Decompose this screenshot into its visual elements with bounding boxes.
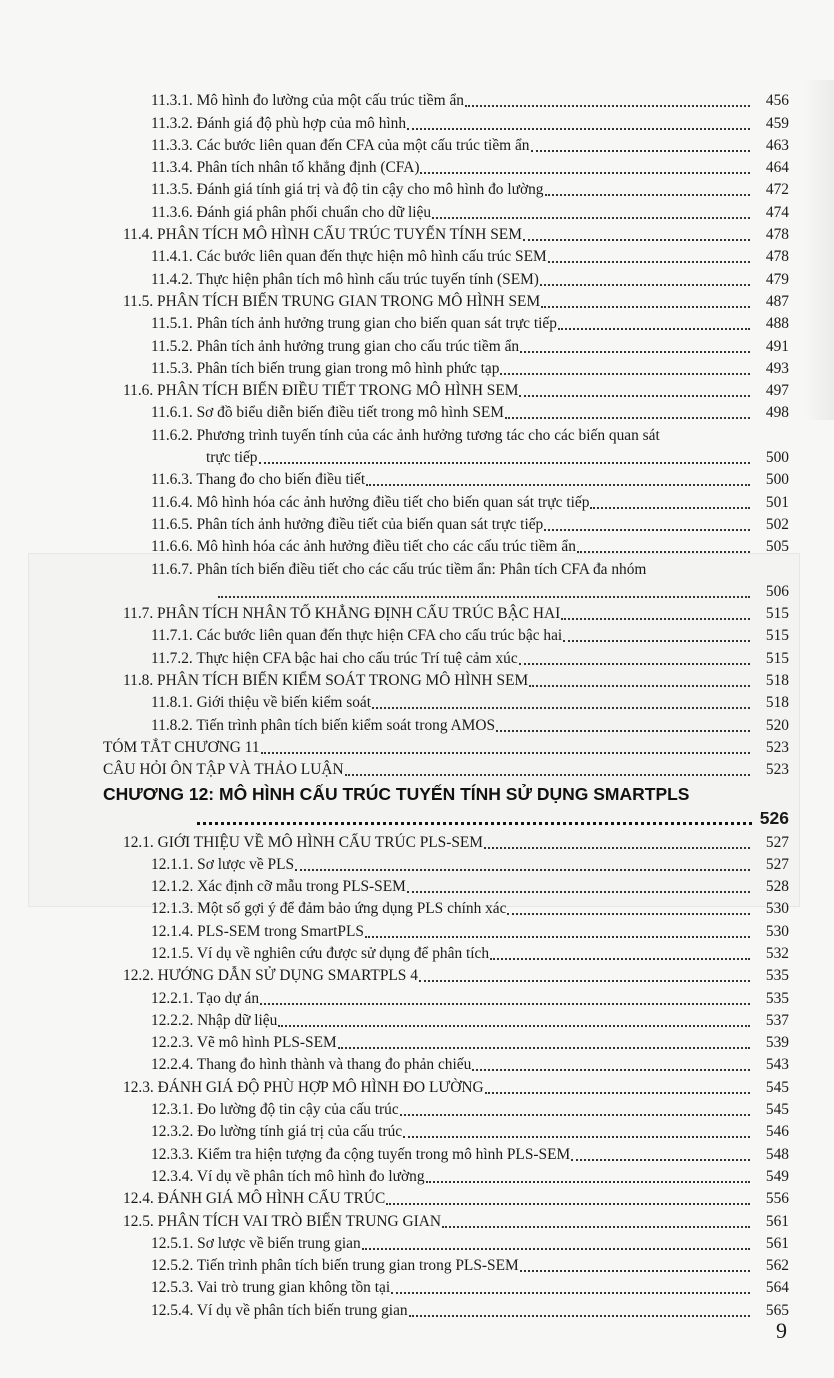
toc-entry-page: 474 bbox=[765, 203, 789, 221]
toc-entry-page: 500 bbox=[765, 449, 789, 467]
dot-leader bbox=[400, 1113, 750, 1116]
toc-entry-page: 506 bbox=[765, 582, 789, 600]
dot-leader bbox=[531, 149, 751, 152]
toc-entry-page: 459 bbox=[765, 114, 789, 132]
toc-entry-page: 528 bbox=[765, 878, 789, 896]
table-of-contents bbox=[0, 88, 834, 1320]
toc-entry bbox=[0, 400, 789, 422]
toc-group-b bbox=[0, 467, 834, 556]
toc-entry-page: 515 bbox=[765, 649, 789, 667]
dot-leader bbox=[465, 104, 750, 107]
toc-entry-page: 562 bbox=[765, 1257, 789, 1275]
toc-entry-page: 546 bbox=[765, 1123, 789, 1141]
toc-entry-page: 545 bbox=[765, 1078, 789, 1096]
toc-entry-text: 11.5. PHÂN TÍCH BIẾN TRUNG GIAN TRONG MÔ HÌNH SEM bbox=[123, 292, 541, 310]
toc-entry-page: 502 bbox=[765, 515, 789, 533]
toc-entry-text: 11.4. PHÂN TÍCH MÔ HÌNH CẤU TRÚC TUYẾN TÍNH SEM bbox=[123, 226, 522, 244]
toc-entry-text: 11.6.2. Phương trình tuyến tính của các ảnh hưởng tương tác cho các biến quan sát bbox=[151, 426, 660, 444]
toc-entry-page: 523 bbox=[765, 738, 789, 756]
toc-entry-text: TÓM TẮT CHƯƠNG 11 bbox=[103, 738, 260, 756]
toc-entry bbox=[0, 1275, 789, 1297]
toc-entry bbox=[0, 985, 789, 1007]
toc-entry-page: 545 bbox=[765, 1101, 789, 1119]
toc-entry bbox=[0, 333, 789, 355]
toc-entry-text: 12.1.2. Xác định cỡ mẫu trong PLS-SEM bbox=[151, 878, 406, 896]
toc-entry-text: 11.3.2. Đánh giá độ phù hợp của mô hình bbox=[151, 114, 407, 132]
dot-leader bbox=[505, 416, 750, 419]
toc-entry bbox=[0, 177, 789, 199]
toc-entry-text: 12.2. HƯỚNG DẪN SỬ DỤNG SMARTPLS 4 bbox=[123, 967, 418, 985]
dot-leader bbox=[442, 1225, 750, 1228]
dot-leader bbox=[541, 305, 750, 308]
toc-entry-page: 561 bbox=[765, 1212, 789, 1230]
toc-entry bbox=[0, 133, 789, 155]
toc-entry bbox=[0, 1008, 789, 1030]
toc-entry bbox=[0, 918, 789, 940]
toc-entry bbox=[0, 1119, 789, 1141]
dot-leader bbox=[278, 1024, 750, 1027]
dot-leader bbox=[500, 372, 750, 375]
toc-entry bbox=[0, 690, 789, 712]
toc-entry bbox=[0, 1231, 789, 1253]
toc-entry-text: 12.2.2. Nhập dữ liệu bbox=[151, 1011, 278, 1029]
dot-leader bbox=[338, 1046, 750, 1049]
page-number: 9 bbox=[776, 1318, 787, 1343]
dot-leader bbox=[523, 238, 750, 241]
dot-leader bbox=[577, 550, 750, 553]
dot-leader bbox=[540, 283, 750, 286]
toc-entry-page: 523 bbox=[765, 761, 789, 779]
toc-entry-text: 12.5. PHÂN TÍCH VAI TRÒ BIẾN TRUNG GIAN bbox=[123, 1212, 441, 1230]
toc-entry bbox=[0, 645, 789, 667]
toc-entry-continuation bbox=[0, 579, 789, 601]
toc-entry-text: 11.6.1. Sơ đồ biểu diễn biến điều tiết trong mô hình SEM bbox=[151, 404, 504, 422]
toc-entry-text: 12.1.5. Ví dụ về nghiên cứu được sử dụng để phân tích bbox=[151, 944, 490, 962]
toc-entry-page: 561 bbox=[765, 1234, 789, 1252]
toc-entry bbox=[0, 1164, 789, 1186]
dot-leader bbox=[558, 327, 750, 330]
toc-entry bbox=[0, 244, 789, 266]
dot-leader bbox=[409, 1314, 750, 1317]
toc-entry-page: 497 bbox=[765, 382, 789, 400]
toc-entry-page: 515 bbox=[765, 605, 789, 623]
toc-entry-text: 11.5.3. Phân tích biến trung gian trong mô hình phức tạp bbox=[151, 359, 500, 377]
toc-entry-page: 500 bbox=[765, 471, 789, 489]
dot-leader bbox=[520, 1269, 750, 1272]
toc-entry bbox=[0, 266, 789, 288]
dot-leader bbox=[426, 1180, 750, 1183]
toc-entry-text: 11.8. PHÂN TÍCH BIẾN KIỂM SOÁT TRONG MÔ HÌNH SEM bbox=[123, 672, 529, 690]
toc-entry-page: 518 bbox=[765, 694, 789, 712]
toc-entry-text: 12.3.2. Đo lường tính giá trị của cấu trúc bbox=[151, 1123, 403, 1141]
dot-leader bbox=[548, 260, 750, 263]
toc-entry bbox=[0, 1297, 789, 1319]
toc-entry-text: 12.2.1. Tạo dự án bbox=[151, 989, 260, 1007]
dot-leader bbox=[519, 662, 750, 665]
toc-entry bbox=[0, 896, 789, 918]
toc-entry bbox=[0, 757, 789, 779]
toc-entry bbox=[0, 874, 789, 896]
toc-entry-page: 565 bbox=[765, 1301, 789, 1319]
toc-entry-text: 12.1.4. PLS-SEM trong SmartPLS bbox=[151, 922, 364, 940]
toc-entry-page: 532 bbox=[765, 944, 789, 962]
toc-entry-page: 535 bbox=[765, 967, 789, 985]
toc-entry-text: 12.3.3. Kiểm tra hiện tượng đa cộng tuyến trong mô hình PLS-SEM bbox=[151, 1145, 571, 1163]
toc-entry bbox=[0, 155, 789, 177]
dot-leader bbox=[420, 171, 750, 174]
toc-entry-text: 12.1.3. Một số gợi ý để đảm bảo ứng dụng PLS chính xác bbox=[151, 900, 507, 918]
dot-leader bbox=[345, 773, 750, 776]
dot-leader bbox=[362, 1247, 750, 1250]
toc-entry-text: 11.5.2. Phân tích ảnh hưởng trung gian cho cấu trúc tiềm ẩn bbox=[151, 337, 520, 355]
toc-entry-page: 535 bbox=[765, 989, 789, 1007]
dot-leader bbox=[403, 1135, 750, 1138]
toc-entry-text: 11.6. PHÂN TÍCH BIẾN ĐIỀU TIẾT TRONG MÔ HÌNH SEM bbox=[123, 382, 519, 400]
toc-entry bbox=[0, 88, 789, 110]
dot-leader bbox=[259, 461, 750, 464]
toc-entry-page: 487 bbox=[765, 292, 789, 310]
toc-entry bbox=[0, 1141, 789, 1163]
toc-entry bbox=[0, 623, 789, 645]
toc-entry-wrapped bbox=[0, 556, 789, 578]
dot-leader bbox=[197, 821, 752, 825]
toc-group-a bbox=[0, 88, 834, 422]
toc-entry bbox=[0, 601, 789, 623]
toc-entry-page: 464 bbox=[765, 159, 789, 177]
toc-entry-text: 11.8.1. Giới thiệu về biến kiểm soát bbox=[151, 694, 372, 712]
dot-leader bbox=[507, 912, 750, 915]
dot-leader bbox=[407, 890, 750, 893]
toc-entry bbox=[0, 489, 789, 511]
toc-entry-text: 12.1. GIỚI THIỆU VỀ MÔ HÌNH CẤU TRÚC PLS-SEM bbox=[123, 833, 483, 851]
toc-entry-text: 12.3.4. Ví dụ về phân tích mô hình đo lường bbox=[151, 1167, 425, 1185]
toc-entry-text: 11.3.1. Mô hình đo lường của một cấu trúc tiềm ẩn bbox=[151, 92, 464, 110]
toc-entry-text: 11.3.5. Đánh giá tính giá trị và độ tin cậy cho mô hình đo lường bbox=[151, 181, 544, 199]
toc-entry-page: 537 bbox=[765, 1011, 789, 1029]
toc-group-d bbox=[0, 829, 834, 1320]
toc-entry-text: 11.4.2. Thực hiện phân tích mô hình cấu trúc tuyến tính (SEM) bbox=[151, 270, 539, 288]
toc-entry bbox=[0, 668, 789, 690]
chapter-heading-continuation bbox=[0, 805, 789, 829]
dot-leader bbox=[261, 751, 750, 754]
toc-entry bbox=[0, 852, 789, 874]
toc-entry-text-line2: trực tiếp bbox=[206, 449, 258, 467]
toc-entry-text: 11.6.3. Thang đo cho biến điều tiết bbox=[151, 471, 366, 489]
toc-entry-page: 479 bbox=[765, 270, 789, 288]
toc-entry-text: 12.5.4. Ví dụ về phân tích biến trung gian bbox=[151, 1301, 408, 1319]
toc-entry-text: 12.1.1. Sơ lược về PLS bbox=[151, 855, 295, 873]
toc-entry-text: 11.3.3. Các bước liên quan đến CFA của một cấu trúc tiềm ẩn bbox=[151, 136, 530, 154]
toc-entry bbox=[0, 963, 789, 985]
dot-leader bbox=[563, 639, 750, 642]
chapter-heading bbox=[0, 779, 834, 805]
dot-leader bbox=[419, 979, 750, 982]
toc-entry-text: 12.2.4. Thang đo hình thành và thang đo phản chiếu bbox=[151, 1056, 472, 1074]
dot-leader bbox=[366, 483, 750, 486]
toc-entry-page: 518 bbox=[765, 672, 789, 690]
toc-entry-page: 527 bbox=[765, 833, 789, 851]
dot-leader bbox=[485, 1091, 750, 1094]
toc-entry bbox=[0, 735, 789, 757]
toc-entry-page: 556 bbox=[765, 1190, 789, 1208]
toc-entry-page: 539 bbox=[765, 1034, 789, 1052]
dot-leader bbox=[218, 595, 750, 598]
chapter-title: CHƯƠNG 12: MÔ HÌNH CẤU TRÚC TUYẾN TÍNH SỬ DỤNG SMARTPLS bbox=[103, 784, 690, 805]
toc-entry-text: 11.4.1. Các bước liên quan đến thực hiện mô hình cấu trúc SEM bbox=[151, 248, 547, 266]
dot-leader bbox=[490, 957, 750, 960]
toc-entry-page: 488 bbox=[765, 315, 789, 333]
dot-leader bbox=[260, 1002, 750, 1005]
toc-entry-page: 498 bbox=[765, 404, 789, 422]
toc-entry-page: 491 bbox=[765, 337, 789, 355]
toc-entry-text: 11.7.1. Các bước liên quan đến thực hiện CFA cho cấu trúc bậc hai bbox=[151, 627, 563, 645]
toc-entry-page: 530 bbox=[765, 922, 789, 940]
toc-entry bbox=[0, 1097, 789, 1119]
dot-leader bbox=[561, 617, 750, 620]
dot-leader bbox=[372, 706, 750, 709]
dot-leader bbox=[407, 127, 750, 130]
dot-leader bbox=[590, 506, 750, 509]
toc-entry-text: 11.7.2. Thực hiện CFA bậc hai cho cấu trúc Trí tuệ cảm xúc bbox=[151, 649, 518, 667]
chapter-page: 526 bbox=[759, 808, 789, 829]
toc-entry-text: 11.6.6. Mô hình hóa các ảnh hưởng điều tiết cho các cấu trúc tiềm ẩn bbox=[151, 538, 576, 556]
toc-entry-text: 11.7. PHÂN TÍCH NHÂN TỐ KHẲNG ĐỊNH CẤU TRÚC BẬC HAI bbox=[123, 605, 561, 623]
toc-entry-page: 549 bbox=[765, 1167, 789, 1185]
toc-entry-page: 543 bbox=[765, 1056, 789, 1074]
toc-entry-text: CÂU HỎI ÔN TẬP VÀ THẢO LUẬN bbox=[103, 761, 344, 779]
toc-entry bbox=[0, 199, 789, 221]
toc-entry bbox=[0, 1186, 789, 1208]
dot-leader bbox=[520, 350, 750, 353]
toc-entry bbox=[0, 829, 789, 851]
toc-entry bbox=[0, 512, 789, 534]
toc-entry bbox=[0, 1030, 789, 1052]
toc-entry-text: 12.2.3. Vẽ mô hình PLS-SEM bbox=[151, 1034, 337, 1052]
toc-entry-text: 12.5.1. Sơ lược về biến trung gian bbox=[151, 1234, 361, 1252]
toc-entry bbox=[0, 941, 789, 963]
toc-entry bbox=[0, 1074, 789, 1096]
toc-entry-text: 12.3. ĐÁNH GIÁ ĐỘ PHÙ HỢP MÔ HÌNH ĐO LƯỜNG bbox=[123, 1078, 484, 1096]
toc-entry-text: 11.6.4. Mô hình hóa các ảnh hưởng điều tiết cho biến quan sát trực tiếp bbox=[151, 493, 590, 511]
toc-entry bbox=[0, 289, 789, 311]
toc-entry-page: 515 bbox=[765, 627, 789, 645]
toc-entry bbox=[0, 222, 789, 244]
dot-leader bbox=[496, 729, 750, 732]
toc-entry-page: 478 bbox=[765, 248, 789, 266]
toc-entry bbox=[0, 110, 789, 132]
toc-entry-page: 527 bbox=[765, 855, 789, 873]
dot-leader bbox=[544, 528, 750, 531]
toc-entry-page: 456 bbox=[765, 92, 789, 110]
toc-entry bbox=[0, 311, 789, 333]
toc-entry-text: 11.3.4. Phân tích nhân tố khẳng định (CFA) bbox=[151, 159, 420, 177]
toc-entry bbox=[0, 1052, 789, 1074]
toc-entry-page: 530 bbox=[765, 900, 789, 918]
toc-entry-page: 505 bbox=[765, 538, 789, 556]
toc-entry-text: 12.3.1. Đo lường độ tin cậy của cấu trúc bbox=[151, 1101, 399, 1119]
toc-entry bbox=[0, 1208, 789, 1230]
dot-leader bbox=[545, 193, 751, 196]
toc-entry-page: 501 bbox=[765, 493, 789, 511]
dot-leader bbox=[571, 1158, 750, 1161]
toc-entry-page: 564 bbox=[765, 1279, 789, 1297]
toc-entry-page: 548 bbox=[765, 1145, 789, 1163]
toc-entry bbox=[0, 356, 789, 378]
toc-entry-wrapped bbox=[0, 422, 789, 444]
dot-leader bbox=[365, 935, 750, 938]
toc-entry-text: 12.5.2. Tiến trình phân tích biến trung gian trong PLS-SEM bbox=[151, 1257, 519, 1275]
toc-entry-page: 478 bbox=[765, 226, 789, 244]
dot-leader bbox=[519, 394, 750, 397]
toc-entry-page: 472 bbox=[765, 181, 789, 199]
dot-leader bbox=[386, 1202, 750, 1205]
dot-leader bbox=[472, 1068, 750, 1071]
toc-entry-text: 12.4. ĐÁNH GIÁ MÔ HÌNH CẤU TRÚC bbox=[123, 1190, 386, 1208]
toc-entry-text: 11.5.1. Phân tích ảnh hưởng trung gian cho biến quan sát trực tiếp bbox=[151, 315, 557, 333]
toc-entry-text: 11.8.2. Tiến trình phân tích biến kiểm soát trong AMOS bbox=[151, 716, 496, 734]
dot-leader bbox=[432, 216, 750, 219]
dot-leader bbox=[484, 846, 750, 849]
toc-entry-text: 11.3.6. Đánh giá phân phối chuẩn cho dữ liệu bbox=[151, 203, 432, 221]
toc-entry bbox=[0, 534, 789, 556]
toc-entry bbox=[0, 712, 789, 734]
dot-leader bbox=[295, 868, 750, 871]
toc-entry-continuation bbox=[0, 445, 789, 467]
toc-entry bbox=[0, 1253, 789, 1275]
toc-entry-page: 493 bbox=[765, 359, 789, 377]
toc-entry bbox=[0, 378, 789, 400]
toc-group-c bbox=[0, 601, 834, 779]
toc-entry-page: 520 bbox=[765, 716, 789, 734]
dot-leader bbox=[391, 1291, 750, 1294]
toc-entry-text: 11.6.7. Phân tích biến điều tiết cho các cấu trúc tiềm ẩn: Phân tích CFA đa nhóm bbox=[151, 560, 647, 578]
dot-leader bbox=[529, 684, 750, 687]
toc-entry-page: 463 bbox=[765, 136, 789, 154]
toc-entry-text: 12.5.3. Vai trò trung gian không tồn tại bbox=[151, 1279, 391, 1297]
toc-entry bbox=[0, 467, 789, 489]
toc-entry-text: 11.6.5. Phân tích ảnh hưởng điều tiết của biến quan sát trực tiếp bbox=[151, 515, 544, 533]
